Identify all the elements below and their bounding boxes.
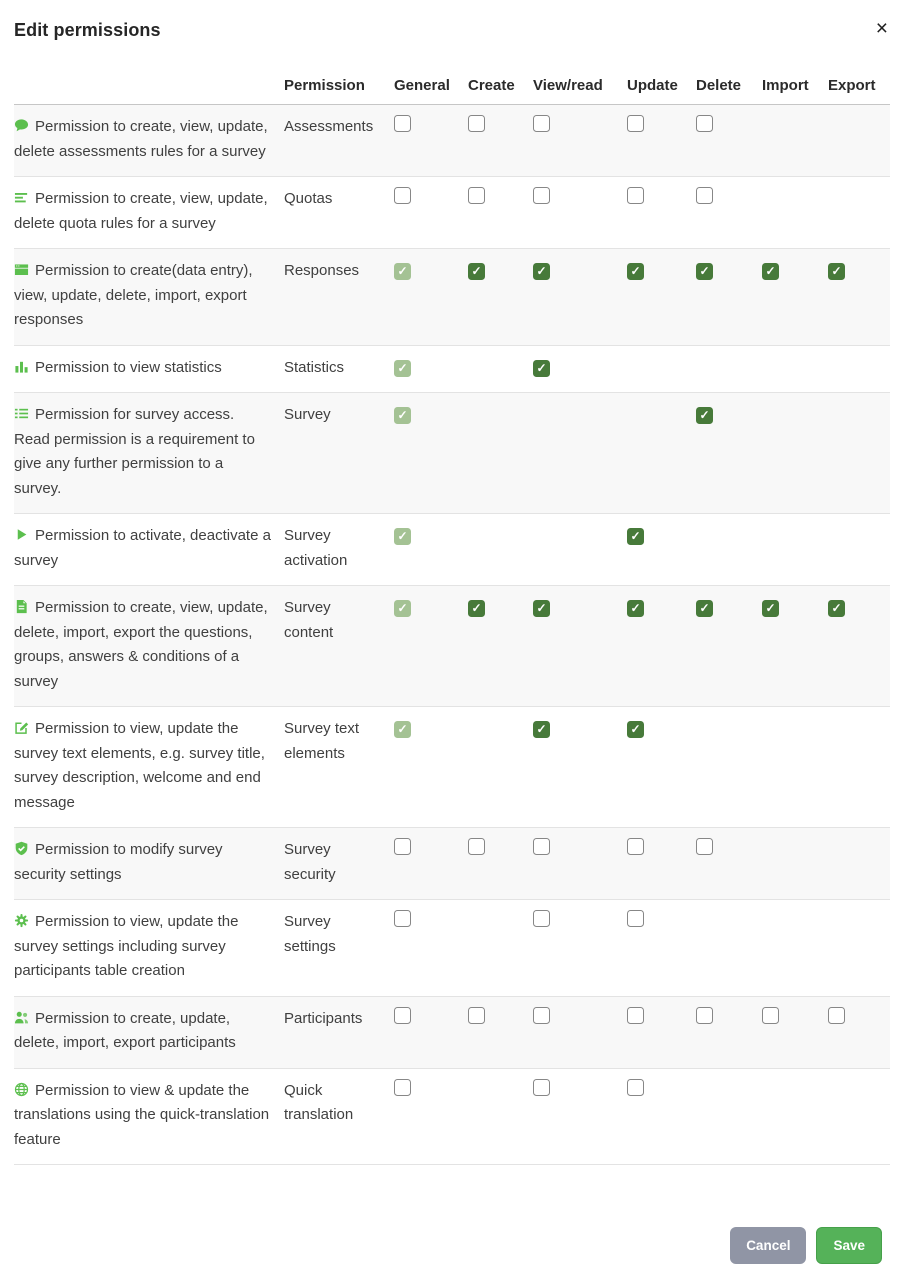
permission-name: Responses xyxy=(284,262,360,279)
checkbox-cell-delete xyxy=(696,105,762,177)
checkbox-update[interactable] xyxy=(627,838,644,855)
column-header-create: Create xyxy=(468,77,515,94)
permission-name: Survey settings xyxy=(284,913,336,955)
permission-description: Permission to create, view, update, delete, import, export the questions, groups, answers & conditions of a survey xyxy=(14,599,268,690)
file-text-icon xyxy=(14,599,29,614)
checkbox-cell-general xyxy=(394,707,468,828)
table-row xyxy=(14,514,890,586)
checkbox-cell-import xyxy=(762,900,828,997)
checkbox-update[interactable] xyxy=(627,115,644,132)
checkbox-cell-import xyxy=(762,586,828,707)
close-icon[interactable]: × xyxy=(875,17,888,40)
checkbox-cell-update xyxy=(627,177,696,249)
checkbox-cell-import xyxy=(762,1068,828,1165)
checkbox-viewread[interactable]: ✓ xyxy=(533,600,550,617)
checkbox-cell-general xyxy=(394,393,468,514)
permission-description-cell xyxy=(14,345,284,393)
checkbox-cell-delete xyxy=(696,586,762,707)
gear-icon xyxy=(14,913,29,928)
checkbox-cell-export xyxy=(828,393,890,514)
checkbox-cell-export xyxy=(828,707,890,828)
permission-description-cell xyxy=(14,996,284,1068)
checkbox-cell-create xyxy=(468,586,533,707)
checkbox-cell-general xyxy=(394,828,468,900)
play-icon xyxy=(14,527,29,542)
checkbox-export[interactable] xyxy=(828,1007,845,1024)
checkbox-general: ✓ xyxy=(394,600,411,617)
tasks-icon xyxy=(14,190,29,205)
checkbox-viewread[interactable] xyxy=(533,1079,550,1096)
permission-name: Assessments xyxy=(284,118,374,135)
permission-description-cell xyxy=(14,586,284,707)
checkbox-update[interactable]: ✓ xyxy=(627,263,644,280)
checkbox-create[interactable] xyxy=(468,1007,485,1024)
comment-icon xyxy=(14,118,29,133)
checkbox-general[interactable] xyxy=(394,115,411,132)
checkbox-cell-import xyxy=(762,249,828,346)
checkbox-cell-delete xyxy=(696,177,762,249)
checkbox-delete[interactable] xyxy=(696,115,713,132)
checkbox-general: ✓ xyxy=(394,407,411,424)
permission-description-cell xyxy=(14,249,284,346)
checkbox-cell-create xyxy=(468,393,533,514)
checkbox-cell-update xyxy=(627,249,696,346)
checkbox-cell-export xyxy=(828,249,890,346)
table-row xyxy=(14,996,890,1068)
checkbox-cell-import xyxy=(762,828,828,900)
checkbox-cell-import xyxy=(762,345,828,393)
checkbox-cell-viewread xyxy=(533,828,627,900)
table-row xyxy=(14,828,890,900)
checkbox-cell-viewread xyxy=(533,586,627,707)
checkbox-cell-create xyxy=(468,105,533,177)
checkbox-cell-update xyxy=(627,828,696,900)
checkbox-cell-import xyxy=(762,707,828,828)
checkbox-general: ✓ xyxy=(394,528,411,545)
checkbox-general[interactable] xyxy=(394,1079,411,1096)
column-header-permission: Permission xyxy=(284,77,365,94)
table-row xyxy=(14,707,890,828)
permissions-table xyxy=(14,69,890,1165)
checkbox-cell-create xyxy=(468,1068,533,1165)
checkbox-cell-create xyxy=(468,177,533,249)
checkbox-import[interactable]: ✓ xyxy=(762,263,779,280)
checkbox-cell-export xyxy=(828,996,890,1068)
checkbox-cell-update xyxy=(627,393,696,514)
checkbox-export[interactable]: ✓ xyxy=(828,263,845,280)
checkbox-cell-viewread xyxy=(533,514,627,586)
checkbox-delete[interactable] xyxy=(696,1007,713,1024)
column-header-viewread: View/read xyxy=(533,77,603,94)
column-header-update: Update xyxy=(627,77,678,94)
checkbox-cell-general xyxy=(394,345,468,393)
checkbox-cell-update xyxy=(627,514,696,586)
table-row xyxy=(14,177,890,249)
checkbox-update[interactable] xyxy=(627,910,644,927)
checkbox-cell-viewread xyxy=(533,996,627,1068)
checkbox-cell-general xyxy=(394,586,468,707)
checkbox-cell-general xyxy=(394,996,468,1068)
checkbox-general: ✓ xyxy=(394,263,411,280)
checkbox-create[interactable] xyxy=(468,115,485,132)
checkbox-cell-update xyxy=(627,707,696,828)
checkbox-cell-delete xyxy=(696,1068,762,1165)
browser-icon xyxy=(14,262,29,277)
checkbox-cell-create xyxy=(468,707,533,828)
checkbox-delete[interactable]: ✓ xyxy=(696,263,713,280)
checkbox-cell-viewread xyxy=(533,707,627,828)
checkbox-general[interactable] xyxy=(394,187,411,204)
checkbox-cell-update xyxy=(627,105,696,177)
checkbox-cell-export xyxy=(828,828,890,900)
checkbox-create[interactable] xyxy=(468,838,485,855)
permission-description: Permission to modify survey security settings xyxy=(14,841,223,883)
modal-footer xyxy=(730,1227,882,1264)
checkbox-general[interactable] xyxy=(394,838,411,855)
checkbox-update[interactable] xyxy=(627,1007,644,1024)
checkbox-cell-viewread xyxy=(533,1068,627,1165)
permission-description: Permission to create, update, delete, import, export participants xyxy=(14,1009,236,1051)
permission-description: Permission for survey access. Read permission is a requirement to give any further permission to a survey. xyxy=(14,406,255,497)
table-row xyxy=(14,900,890,997)
permission-description: Permission to create, view, update, delete assessments rules for a survey xyxy=(14,118,268,160)
permission-name: Survey text elements xyxy=(284,720,360,762)
checkbox-viewread[interactable]: ✓ xyxy=(533,263,550,280)
checkbox-cell-delete xyxy=(696,249,762,346)
checkbox-general: ✓ xyxy=(394,721,411,738)
checkbox-delete[interactable]: ✓ xyxy=(696,407,713,424)
checkbox-cell-viewread xyxy=(533,393,627,514)
checkbox-import[interactable]: ✓ xyxy=(762,600,779,617)
checkbox-delete[interactable] xyxy=(696,838,713,855)
checkbox-update[interactable]: ✓ xyxy=(627,600,644,617)
checkbox-cell-update xyxy=(627,1068,696,1165)
globe-icon xyxy=(14,1082,29,1097)
checkbox-update[interactable]: ✓ xyxy=(627,721,644,738)
permission-name: Quick translation xyxy=(284,1081,354,1123)
checkbox-cell-create xyxy=(468,514,533,586)
checkbox-cell-import xyxy=(762,105,828,177)
permission-description: Permission to view & update the translations using the quick-translation feature xyxy=(14,1081,270,1148)
checkbox-delete[interactable] xyxy=(696,187,713,204)
checkbox-cell-create xyxy=(468,900,533,997)
checkbox-cell-viewread xyxy=(533,249,627,346)
checkbox-cell-delete xyxy=(696,996,762,1068)
permission-description: Permission to view, update the survey settings including survey participants table creation xyxy=(14,913,239,979)
checkbox-cell-delete xyxy=(696,900,762,997)
checkbox-viewread[interactable]: ✓ xyxy=(533,721,550,738)
permission-name: Quotas xyxy=(284,190,333,207)
permission-name: Survey activation xyxy=(284,527,348,569)
checkbox-viewread[interactable] xyxy=(533,115,550,132)
modal-body xyxy=(14,69,888,1165)
checkbox-create[interactable] xyxy=(468,187,485,204)
permission-name: Participants xyxy=(284,1009,363,1027)
checkbox-cell-export xyxy=(828,105,890,177)
checkbox-general[interactable] xyxy=(394,910,411,927)
checkbox-cell-create xyxy=(468,828,533,900)
column-header-general: General xyxy=(394,77,450,94)
permission-description-cell xyxy=(14,828,284,900)
permission-description-cell xyxy=(14,900,284,997)
permissions-table-body xyxy=(14,105,890,1165)
checkbox-export[interactable]: ✓ xyxy=(828,600,845,617)
checkbox-cell-delete xyxy=(696,514,762,586)
checkbox-cell-viewread xyxy=(533,345,627,393)
permission-name: Survey security xyxy=(284,841,336,883)
checkbox-cell-update xyxy=(627,996,696,1068)
permission-description: Permission to activate, deactivate a survey xyxy=(14,527,271,569)
checkbox-cell-delete xyxy=(696,393,762,514)
bar-chart-icon xyxy=(14,359,29,374)
cancel-button[interactable]: Cancel xyxy=(730,1227,806,1264)
checkbox-update[interactable] xyxy=(627,187,644,204)
checkbox-cell-delete xyxy=(696,707,762,828)
checkbox-cell-viewread xyxy=(533,900,627,997)
column-header-delete: Delete xyxy=(696,77,742,94)
checkbox-cell-export xyxy=(828,1068,890,1165)
checkbox-delete[interactable]: ✓ xyxy=(696,600,713,617)
permission-description-cell xyxy=(14,393,284,514)
checkbox-viewread[interactable] xyxy=(533,1007,550,1024)
save-button[interactable]: Save xyxy=(816,1227,882,1264)
permission-description-cell xyxy=(14,177,284,249)
permission-name: Survey content xyxy=(284,599,334,641)
checkbox-cell-general xyxy=(394,900,468,997)
checkbox-update[interactable] xyxy=(627,1079,644,1096)
checkbox-cell-export xyxy=(828,514,890,586)
checkbox-cell-import xyxy=(762,393,828,514)
permission-description: Permission to create, view, update, delete quota rules for a survey xyxy=(14,190,268,232)
table-row xyxy=(14,249,890,346)
checkbox-cell-general xyxy=(394,177,468,249)
checkbox-viewread[interactable] xyxy=(533,838,550,855)
table-row xyxy=(14,105,890,177)
permission-description: Permission to view statistics xyxy=(35,358,222,376)
checkbox-cell-general xyxy=(394,1068,468,1165)
checkbox-cell-update xyxy=(627,586,696,707)
edit-icon xyxy=(14,720,29,735)
permission-description-cell xyxy=(14,1068,284,1165)
checkbox-cell-export xyxy=(828,177,890,249)
checkbox-cell-general xyxy=(394,514,468,586)
permissions-table-head xyxy=(14,69,890,105)
permission-description-cell xyxy=(14,105,284,177)
users-icon xyxy=(14,1010,29,1025)
checkbox-cell-create xyxy=(468,249,533,346)
checkbox-cell-update xyxy=(627,900,696,997)
column-header-description xyxy=(14,69,284,105)
modal-header xyxy=(0,0,902,41)
checkbox-cell-import xyxy=(762,996,828,1068)
checkbox-cell-viewread xyxy=(533,105,627,177)
table-row xyxy=(14,345,890,393)
column-header-export: Export xyxy=(828,77,876,94)
checkbox-cell-create xyxy=(468,996,533,1068)
checkbox-create[interactable]: ✓ xyxy=(468,263,485,280)
table-row xyxy=(14,393,890,514)
checkbox-viewread[interactable] xyxy=(533,910,550,927)
checkbox-cell-export xyxy=(828,586,890,707)
checkbox-cell-export xyxy=(828,900,890,997)
checkbox-viewread[interactable] xyxy=(533,187,550,204)
permission-description-cell xyxy=(14,707,284,828)
checkbox-cell-delete xyxy=(696,345,762,393)
page-title: Edit permissions xyxy=(14,20,161,40)
checkbox-cell-import xyxy=(762,514,828,586)
checkbox-update[interactable]: ✓ xyxy=(627,528,644,545)
checkbox-general: ✓ xyxy=(394,360,411,377)
column-header-import: Import xyxy=(762,77,809,94)
permission-description-cell xyxy=(14,514,284,586)
checkbox-general[interactable] xyxy=(394,1007,411,1024)
checkbox-cell-delete xyxy=(696,828,762,900)
checkbox-cell-update xyxy=(627,345,696,393)
checkbox-import[interactable] xyxy=(762,1007,779,1024)
checkbox-cell-export xyxy=(828,345,890,393)
checkbox-cell-create xyxy=(468,345,533,393)
permission-name: Survey xyxy=(284,406,331,423)
checkbox-viewread[interactable]: ✓ xyxy=(533,360,550,377)
checkbox-cell-general xyxy=(394,105,468,177)
list-icon xyxy=(14,406,29,421)
permission-name: Statistics xyxy=(284,358,345,376)
shield-check-icon xyxy=(14,841,29,856)
checkbox-cell-import xyxy=(762,177,828,249)
permission-description: Permission to view, update the survey text elements, e.g. survey title, survey description, welcome and end message xyxy=(14,720,265,811)
table-row xyxy=(14,586,890,707)
checkbox-create[interactable]: ✓ xyxy=(468,600,485,617)
table-row xyxy=(14,1068,890,1165)
permission-description: Permission to create(data entry), view, update, delete, import, export responses xyxy=(14,262,253,328)
checkbox-cell-general xyxy=(394,249,468,346)
checkbox-cell-viewread xyxy=(533,177,627,249)
